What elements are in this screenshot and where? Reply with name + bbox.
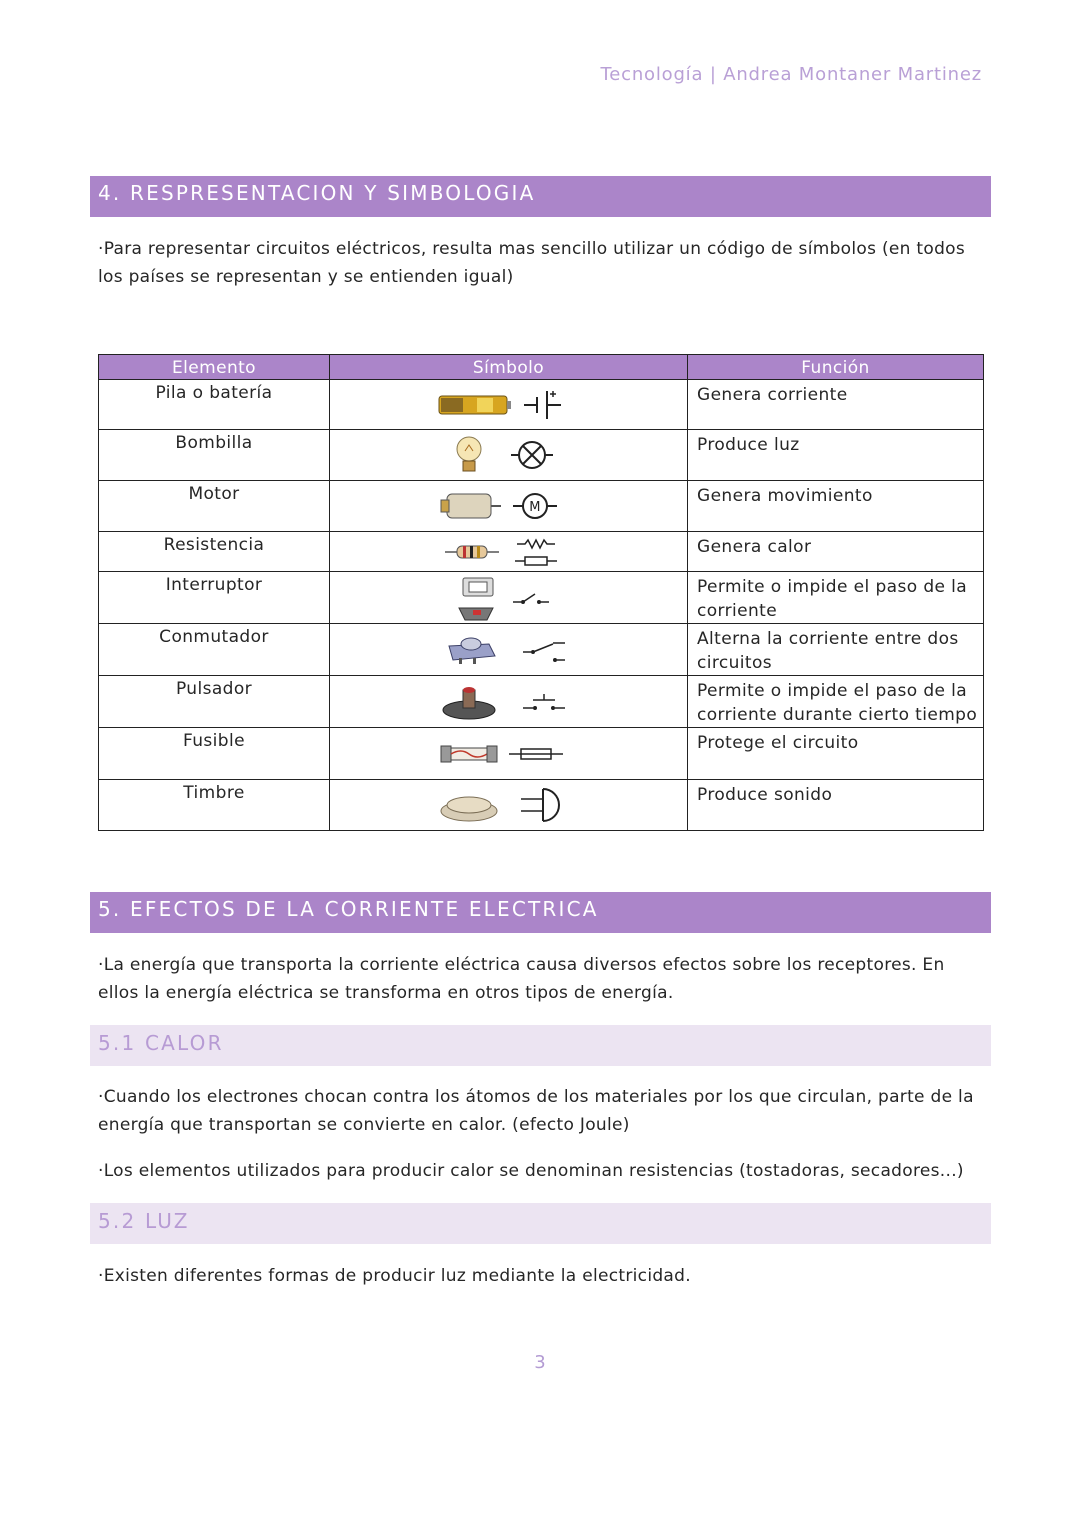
calor-paragraph-2: ·Los elementos utilizados para producir calor se denominan resistencias (tostadoras, secadores...) (98, 1161, 964, 1181)
table-row (99, 380, 984, 430)
section-5-intro: ·La energía que transporta la corriente eléctrica causa diversos efectos sobre los receptores. En ellos la energía eléctrica se transforma en otros tipos de energía. (98, 955, 945, 1003)
svg-text:M: M (528, 500, 541, 515)
table-row (99, 676, 984, 728)
table-row (99, 624, 984, 676)
changeover-switch-icon (429, 630, 589, 670)
switch-icon (429, 574, 589, 622)
page-number: 3 (534, 1352, 546, 1373)
element-cell: Bombilla (99, 430, 330, 481)
table-row (99, 780, 984, 831)
table-header-row (99, 355, 984, 380)
table-row (99, 430, 984, 481)
function-cell: Genera calor (688, 532, 984, 572)
function-cell: Produce sonido (688, 780, 984, 831)
bell-icon (429, 783, 589, 827)
function-cell: Permite o impide el paso de la corriente (688, 572, 984, 624)
header-element: Elemento (99, 355, 330, 380)
element-cell: Interruptor (99, 572, 330, 624)
subsection-luz-heading: 5.2 LUZ (90, 1203, 991, 1244)
subsection-calor-heading: 5.1 CALOR (90, 1025, 991, 1066)
header-symbol: Símbolo (330, 355, 688, 380)
table-row (99, 572, 984, 624)
function-cell: Genera movimiento (688, 481, 984, 532)
table-row (99, 728, 984, 780)
function-cell: Protege el circuito (688, 728, 984, 780)
table-row (99, 481, 984, 532)
function-cell: Permite o impide el paso de la corriente durante cierto tiempo (688, 676, 984, 728)
header-function: Función (688, 355, 984, 380)
fuse-icon (429, 736, 589, 772)
section-4-intro: ·Para representar circuitos eléctricos, resulta mas sencillo utilizar un código de símbolos (en todos los países se representan y se entienden igual) (98, 239, 966, 287)
page-header: Tecnología | Andrea Montaner Martinez (600, 64, 982, 85)
element-cell: Motor (99, 481, 330, 532)
function-cell: Genera corriente (688, 380, 984, 430)
element-cell: Conmutador (99, 624, 330, 676)
section-5-heading: 5. EFECTOS DE LA CORRIENTE ELECTRICA (90, 892, 991, 933)
element-cell: Pila o batería (99, 380, 330, 430)
battery-icon (429, 386, 589, 424)
motor-icon (429, 486, 589, 526)
push-button-icon (429, 680, 589, 724)
section-4-heading: 4. RESPRESENTACION Y SIMBOLOGIA (90, 176, 991, 217)
resistor-icon (429, 534, 589, 570)
element-cell: Pulsador (99, 676, 330, 728)
element-cell: Fusible (99, 728, 330, 780)
calor-paragraph-1: ·Cuando los electrones chocan contra los átomos de los materiales por los que circulan, parte de la energía que transportan se convierte en calor. (efecto Joule) (98, 1087, 974, 1135)
lamp-icon (429, 433, 589, 477)
element-cell: Timbre (99, 780, 330, 831)
function-cell: Alterna la corriente entre dos circuitos (688, 624, 984, 676)
symbol-table (98, 354, 984, 831)
table-row (99, 532, 984, 572)
function-cell: Produce luz (688, 430, 984, 481)
luz-paragraph-1: ·Existen diferentes formas de producir luz mediante la electricidad. (98, 1266, 691, 1286)
element-cell: Resistencia (99, 532, 330, 572)
